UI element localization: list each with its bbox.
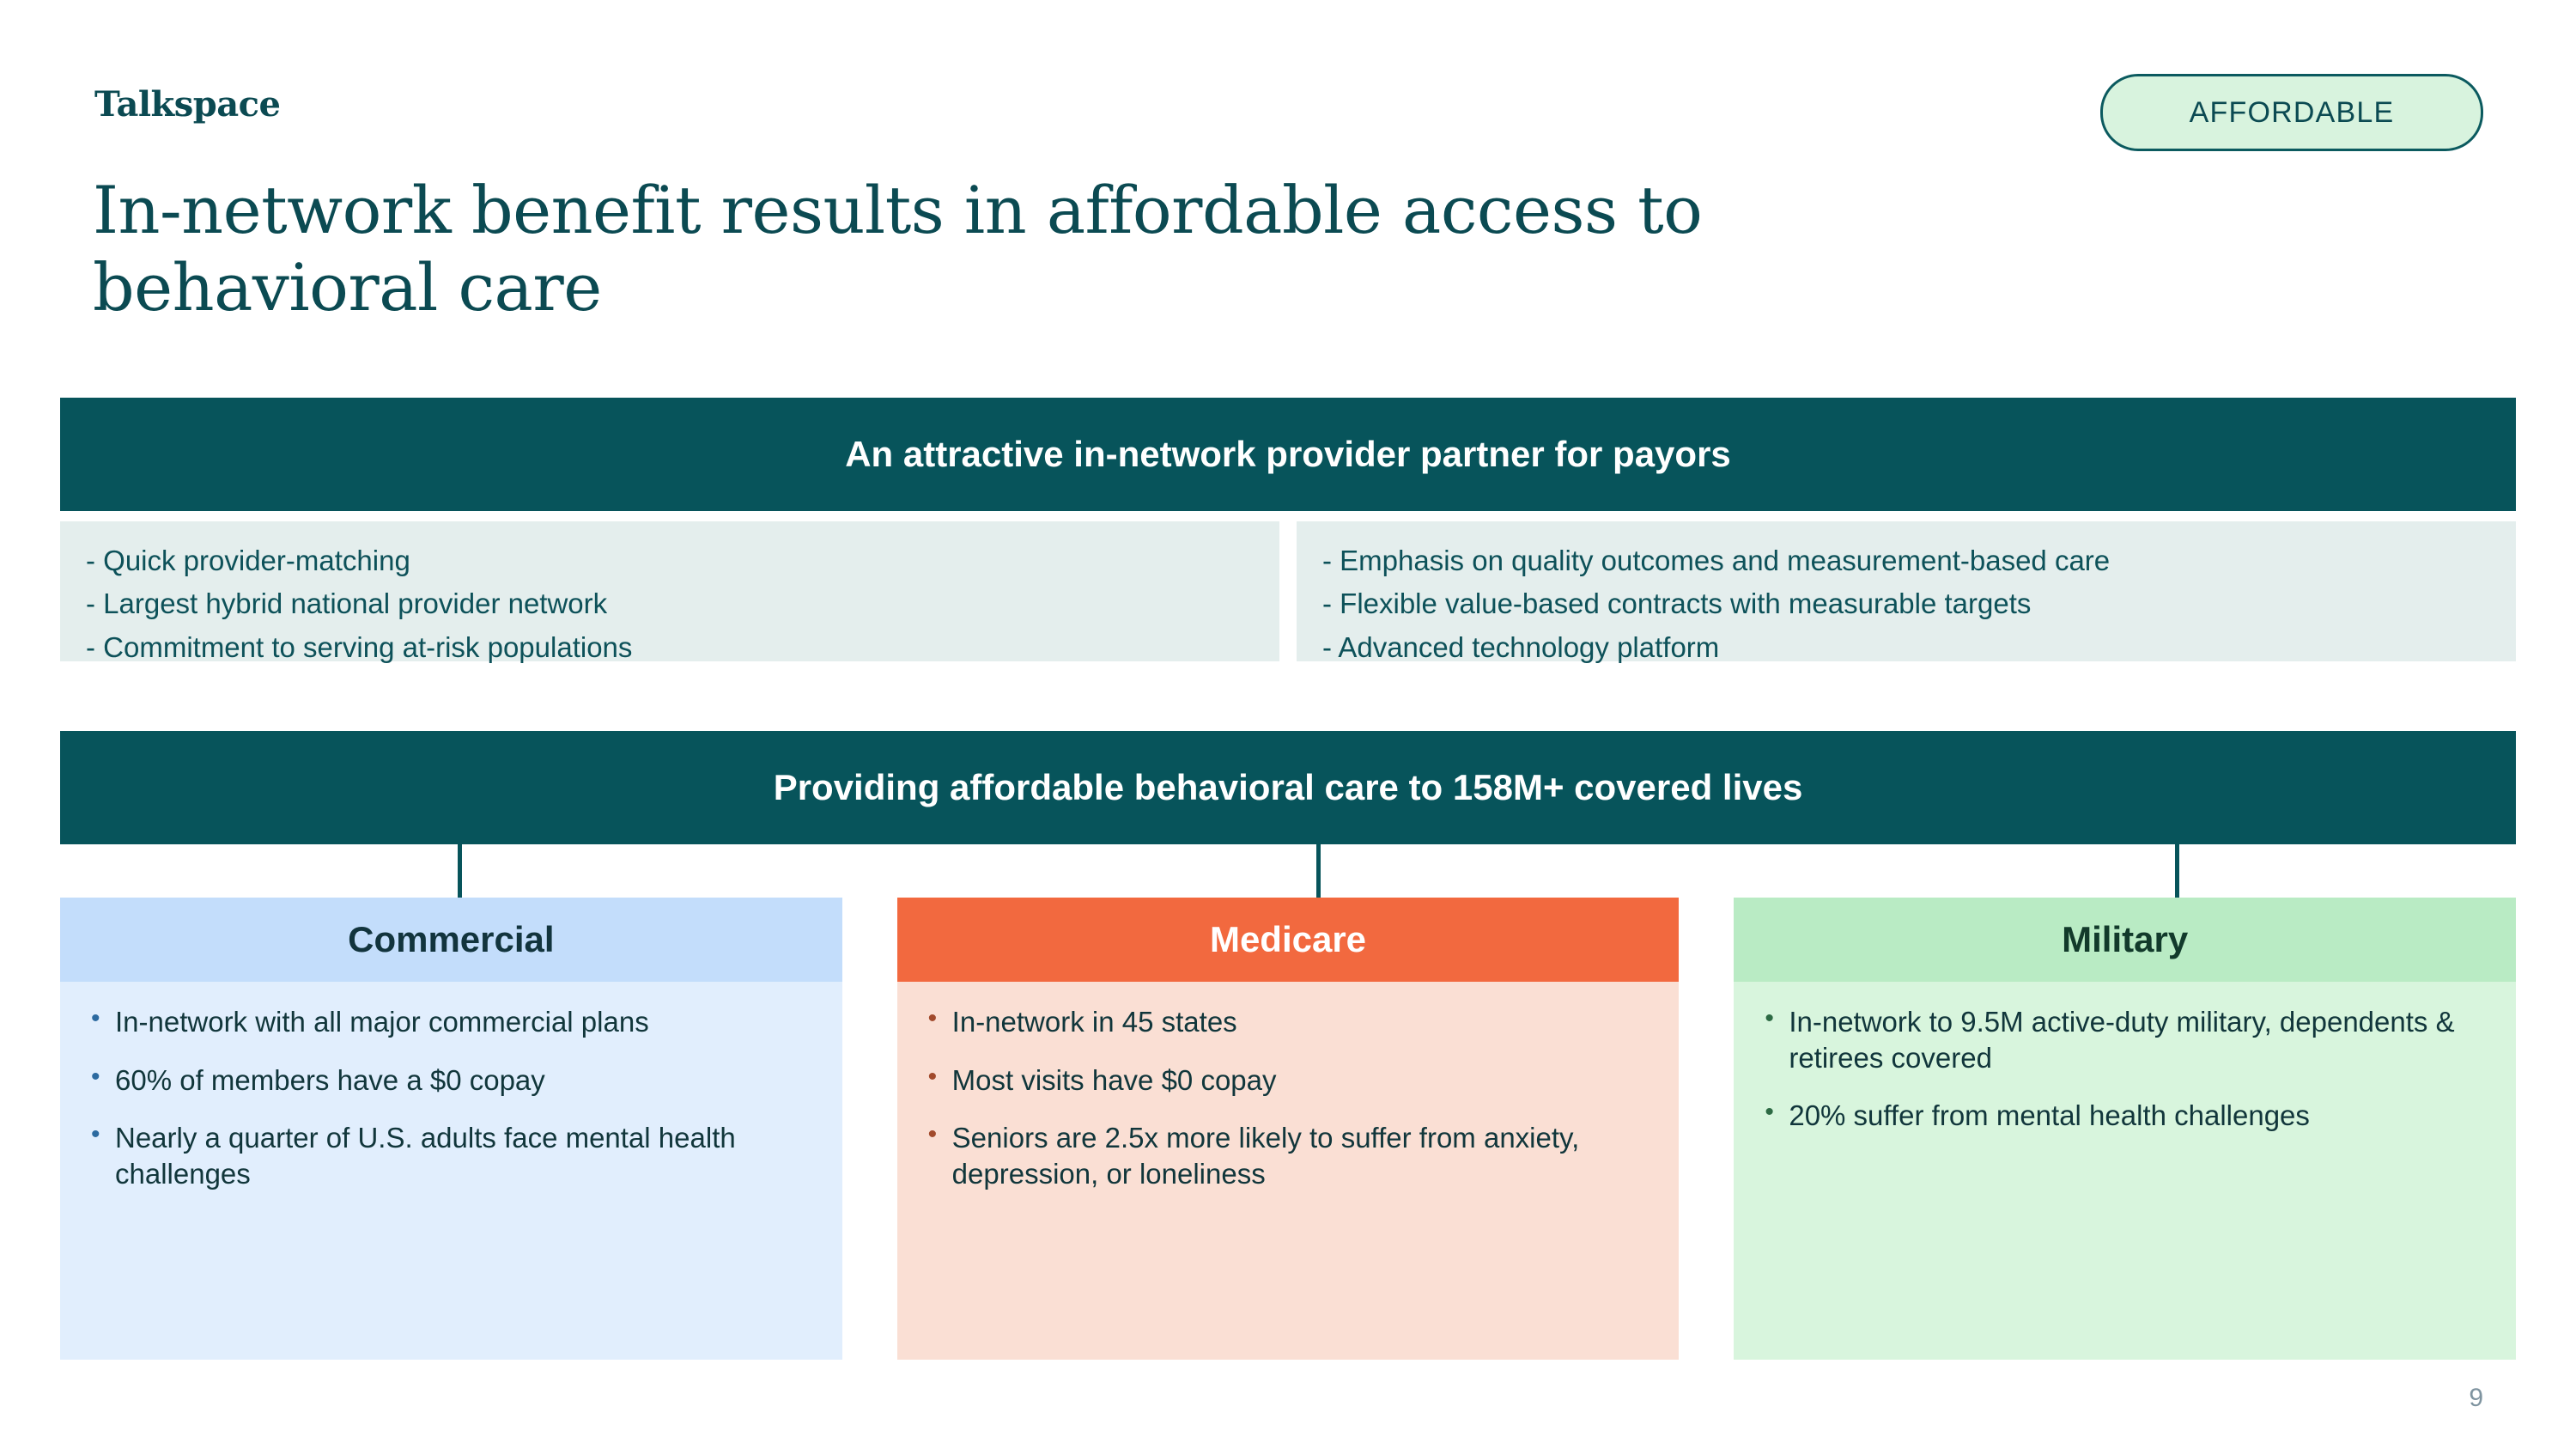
payor-pillars bbox=[60, 521, 2516, 661]
payor-point: - Quick provider-matching bbox=[86, 545, 410, 576]
payor-point: - Flexible value-based contracts with measurable targets bbox=[1322, 588, 2032, 620]
connector-line-medicare bbox=[1316, 844, 1321, 898]
column-military bbox=[1734, 898, 2516, 1360]
list-item: • Seniors are 2.5x more likely to suffer from anxiety, depression, or loneliness bbox=[952, 1120, 1650, 1191]
status-badge: AFFORDABLE bbox=[2100, 74, 2483, 151]
section-heading-covered-lives: Providing affordable behavioral care to 158M+ covered lives bbox=[60, 731, 2516, 844]
segment-columns bbox=[60, 898, 2516, 1360]
list-item: • Most visits have $0 copay bbox=[952, 1062, 1650, 1099]
list-item: • In-network in 45 states bbox=[952, 1004, 1650, 1040]
column-header-medicare: Medicare bbox=[897, 898, 1680, 982]
column-medicare bbox=[897, 898, 1680, 1360]
list-item: • In-network with all major commercial plans bbox=[115, 1004, 813, 1040]
column-body-military bbox=[1734, 982, 2516, 1360]
connector-line-military bbox=[2175, 844, 2179, 898]
column-body-commercial bbox=[60, 982, 842, 1360]
list-item: • 60% of members have a $0 copay bbox=[115, 1062, 813, 1099]
payor-pillar-right bbox=[1297, 521, 2516, 661]
column-body-medicare bbox=[897, 982, 1680, 1360]
column-commercial bbox=[60, 898, 842, 1360]
payor-point: - Advanced technology platform bbox=[1322, 630, 1720, 663]
section-heading-payors: An attractive in-network provider partner for payors bbox=[60, 398, 2516, 511]
brand-logo: Talkspace bbox=[94, 84, 281, 125]
list-item: • 20% suffer from mental health challenges bbox=[1789, 1098, 2487, 1134]
page-title: In-network benefit results in affordable access to behavioral care bbox=[93, 172, 1703, 326]
column-header-military: Military bbox=[1734, 898, 2516, 982]
page-number: 9 bbox=[2469, 1384, 2483, 1412]
payor-point: - Emphasis on quality outcomes and measurement-based care bbox=[1322, 545, 2111, 576]
payor-point: - Commitment to serving at-risk populations bbox=[86, 630, 633, 663]
column-header-commercial: Commercial bbox=[60, 898, 842, 982]
connector-line-commercial bbox=[458, 844, 462, 898]
payor-pillar-left bbox=[60, 521, 1279, 661]
list-item: • Nearly a quarter of U.S. adults face mental health challenges bbox=[115, 1120, 813, 1191]
payor-point: - Largest hybrid national provider network bbox=[86, 588, 608, 620]
list-item: • In-network to 9.5M active-duty military, dependents & retirees covered bbox=[1789, 1004, 2487, 1075]
